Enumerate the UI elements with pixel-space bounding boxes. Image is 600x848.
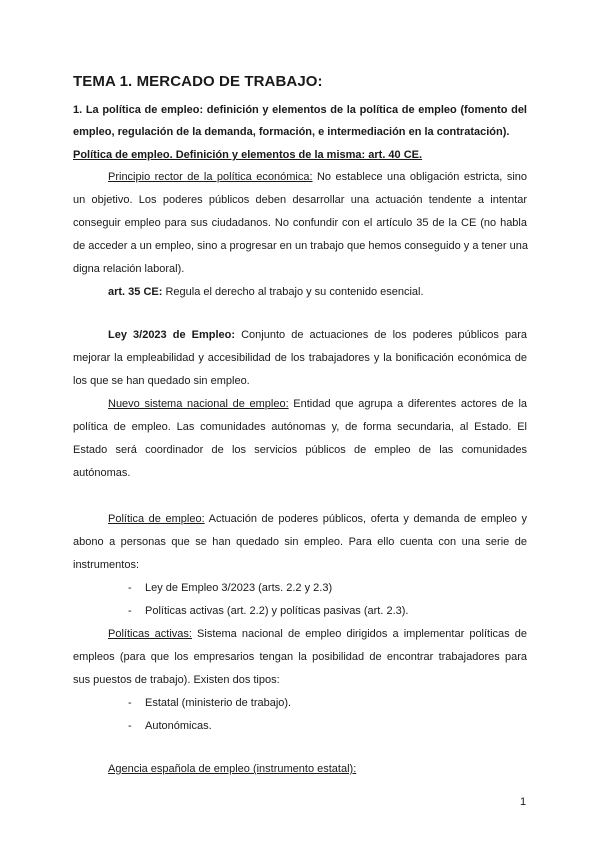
paragraph-politica-line-2: abono a personas que se han quedado sin empleo. Para ello cuenta con una serie de — [73, 536, 527, 548]
paragraph-politica-line-3: instrumentos: — [73, 559, 140, 571]
paragraph-activas-line-1 — [108, 627, 527, 641]
paragraph-sistema-line-1 — [108, 397, 527, 411]
list-item-dash: - — [128, 720, 132, 732]
list-item: Estatal (ministerio de trabajo). — [145, 697, 292, 709]
paragraph-art35-label: art. 35 CE: — [108, 286, 163, 298]
paragraph-politica-label: Política de empleo: — [108, 513, 205, 525]
subheading: Política de empleo. Definición y elementos de la misma: art. 40 CE. — [73, 149, 423, 161]
paragraph-ley-line-3: los que se han quedado sin empleo. — [73, 375, 250, 387]
paragraph-sistema-text: Entidad que agrupa a diferentes actores de la — [288, 398, 527, 410]
paragraph-activas-label: Políticas activas: — [108, 628, 192, 640]
paragraph-principio-line-5: digna relación laboral). — [73, 263, 185, 275]
document-title: TEMA 1. MERCADO DE TRABAJO: — [73, 73, 323, 90]
list-item-dash: - — [128, 605, 132, 617]
paragraph-activas-line-3: sus puestos de trabajo). Existen dos tipos: — [73, 674, 280, 686]
paragraph-ley-label: Ley 3/2023 de Empleo: — [108, 329, 236, 341]
paragraph-agencia — [108, 762, 527, 776]
paragraph-principio-line-3: conseguir empleo para sus ciudadanos. No confundir con el artículo 35 de la CE (no habla — [73, 217, 527, 229]
list-item-dash: - — [128, 582, 132, 594]
section-heading-line-2: empleo, regulación de la demanda, formación, e intermediación en la contratación). — [73, 126, 510, 138]
list-item: Autonómicas. — [145, 720, 212, 732]
list-item-dash: - — [128, 697, 132, 709]
paragraph-principio-text: No establece una obligación estricta, sino — [312, 171, 528, 183]
paragraph-sistema-line-3: Estado será coordinador de los servicios públicos de empleo de las comunidades — [73, 444, 527, 456]
list-item: Políticas activas (art. 2.2) y políticas pasivas (art. 2.3). — [145, 605, 409, 617]
page-number: 1 — [520, 796, 527, 808]
paragraph-sistema-label: Nuevo sistema nacional de empleo: — [108, 398, 289, 410]
paragraph-politica-text: Actuación de poderes públicos, oferta y demanda de empleo y — [204, 513, 527, 525]
section-heading-line-1: 1. La política de empleo: definición y elementos de la política de empleo (fomento del — [73, 104, 527, 116]
paragraph-politica-line-1 — [108, 512, 527, 526]
paragraph-principio-line-2: un objetivo. Los poderes públicos deben desarrollar una actuación tendente a intentar — [73, 194, 527, 206]
paragraph-ley-line-1 — [108, 328, 527, 342]
paragraph-principio-line-1 — [108, 170, 527, 184]
paragraph-ley-text: Conjunto de actuaciones de los poderes públicos para — [235, 329, 527, 341]
paragraph-art35 — [108, 285, 527, 299]
paragraph-activas-line-2: empleos (para que los empresarios tengan la posibilidad de encontrar trabajadores para — [73, 651, 527, 663]
paragraph-principio-label: Principio rector de la política económica: — [108, 171, 313, 183]
list-item: Ley de Empleo 3/2023 (arts. 2.2 y 2.3) — [145, 582, 333, 594]
paragraph-ley-line-2: mejorar la empleabilidad y accesibilidad de los trabajadores y la bonificación económica de — [73, 352, 527, 364]
paragraph-agencia-label: Agencia española de empleo (instrumento estatal): — [108, 763, 357, 775]
paragraph-art35-text: Regula el derecho al trabajo y su contenido esencial. — [162, 286, 424, 298]
paragraph-sistema-line-4: autónomas. — [73, 467, 131, 479]
paragraph-sistema-line-2: política de empleo. Las comunidades autónomas y, de forma secundaria, al Estado. El — [73, 421, 527, 433]
paragraph-activas-text: Sistema nacional de empleo dirigidos a implementar políticas de — [191, 628, 528, 640]
paragraph-principio-line-4: de acceder a un empleo, sino a progresar en un trabajo que hemos conseguido y a tener una — [73, 240, 528, 252]
